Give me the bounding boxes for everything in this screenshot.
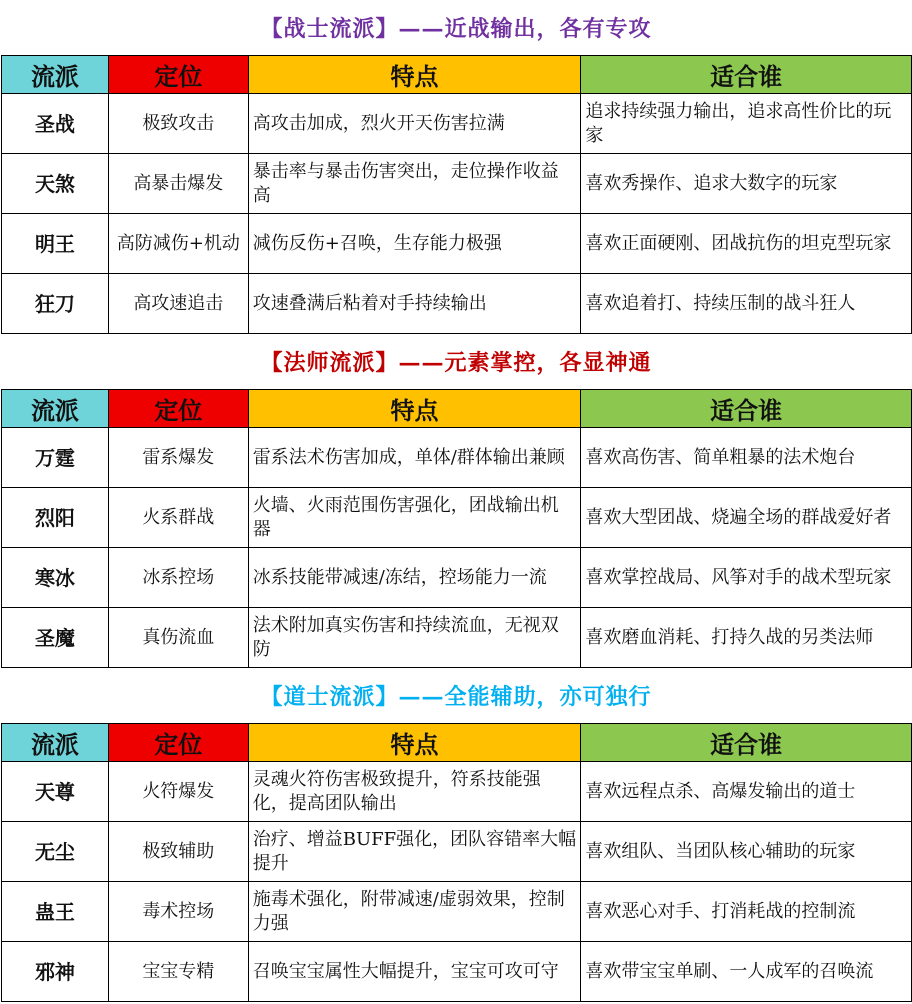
table-row bbox=[2, 942, 912, 1002]
header-school: 流派 bbox=[2, 390, 109, 428]
school-name: 邪神 bbox=[2, 942, 109, 1002]
table-header-row bbox=[2, 56, 912, 94]
header-suitable: 适合谁 bbox=[581, 390, 912, 428]
header-position: 定位 bbox=[108, 390, 248, 428]
taoist-table bbox=[1, 723, 912, 1002]
school-name: 无尘 bbox=[2, 822, 109, 882]
school-position: 高攻速追击 bbox=[108, 274, 248, 334]
school-name: 寒冰 bbox=[2, 548, 109, 608]
school-feature: 法术附加真实伤害和持续流血，无视双防 bbox=[248, 608, 581, 668]
header-position: 定位 bbox=[108, 724, 248, 762]
school-position: 冰系控场 bbox=[108, 548, 248, 608]
school-suitable: 喜欢掌控战局、风筝对手的战术型玩家 bbox=[581, 548, 912, 608]
school-position: 真伤流血 bbox=[108, 608, 248, 668]
school-suitable: 喜欢高伤害、简单粗暴的法术炮台 bbox=[581, 428, 912, 488]
school-suitable: 喜欢追着打、持续压制的战斗狂人 bbox=[581, 274, 912, 334]
school-name: 烈阳 bbox=[2, 488, 109, 548]
table-row bbox=[2, 488, 912, 548]
school-feature: 灵魂火符伤害极致提升，符系技能强化，提高团队输出 bbox=[248, 762, 581, 822]
school-suitable: 喜欢秀操作、追求大数字的玩家 bbox=[581, 154, 912, 214]
school-position: 毒术控场 bbox=[108, 882, 248, 942]
taoist-section-title: 【道士流派】——全能辅助，亦可独行 bbox=[260, 683, 652, 710]
table-row bbox=[2, 822, 912, 882]
header-school: 流派 bbox=[2, 56, 109, 94]
table-row bbox=[2, 94, 912, 154]
table-row bbox=[2, 882, 912, 942]
school-feature: 冰系技能带减速/冻结，控场能力一流 bbox=[248, 548, 581, 608]
school-position: 雷系爆发 bbox=[108, 428, 248, 488]
school-feature: 攻速叠满后粘着对手持续输出 bbox=[248, 274, 581, 334]
school-suitable: 喜欢带宝宝单刷、一人成军的召唤流 bbox=[581, 942, 912, 1002]
school-suitable: 喜欢恶心对手、打消耗战的控制流 bbox=[581, 882, 912, 942]
warrior-table bbox=[1, 55, 912, 334]
school-position: 火符爆发 bbox=[108, 762, 248, 822]
table-row bbox=[2, 762, 912, 822]
school-suitable: 追求持续强力输出，追求高性价比的玩家 bbox=[581, 94, 912, 154]
table-header-row bbox=[2, 390, 912, 428]
school-suitable: 喜欢远程点杀、高爆发输出的道士 bbox=[581, 762, 912, 822]
school-position: 火系群战 bbox=[108, 488, 248, 548]
school-feature: 雷系法术伤害加成，单体/群体输出兼顾 bbox=[248, 428, 581, 488]
school-feature: 暴击率与暴击伤害突出，走位操作收益高 bbox=[248, 154, 581, 214]
school-feature: 减伤反伤+召唤，生存能力极强 bbox=[248, 214, 581, 274]
school-suitable: 喜欢大型团战、烧遍全场的群战爱好者 bbox=[581, 488, 912, 548]
school-feature: 治疗、增益BUFF强化，团队容错率大幅提升 bbox=[248, 822, 581, 882]
school-name: 圣战 bbox=[2, 94, 109, 154]
school-feature: 高攻击加成，烈火开天伤害拉满 bbox=[248, 94, 581, 154]
header-school: 流派 bbox=[2, 724, 109, 762]
table-row bbox=[2, 154, 912, 214]
table-header-row bbox=[2, 724, 912, 762]
table-row bbox=[2, 548, 912, 608]
header-feature: 特点 bbox=[248, 390, 581, 428]
school-position: 极致辅助 bbox=[108, 822, 248, 882]
school-position: 高防减伤+机动 bbox=[108, 214, 248, 274]
header-suitable: 适合谁 bbox=[581, 724, 912, 762]
school-feature: 召唤宝宝属性大幅提升，宝宝可攻可守 bbox=[248, 942, 581, 1002]
school-suitable: 喜欢正面硬刚、团战抗伤的坦克型玩家 bbox=[581, 214, 912, 274]
header-position: 定位 bbox=[108, 56, 248, 94]
mage-table bbox=[1, 389, 912, 668]
school-position: 极致攻击 bbox=[108, 94, 248, 154]
school-suitable: 喜欢组队、当团队核心辅助的玩家 bbox=[581, 822, 912, 882]
table-row bbox=[2, 274, 912, 334]
school-name: 狂刀 bbox=[2, 274, 109, 334]
school-suitable: 喜欢磨血消耗、打持久战的另类法师 bbox=[581, 608, 912, 668]
table-row bbox=[2, 214, 912, 274]
school-feature: 施毒术强化，附带减速/虚弱效果，控制力强 bbox=[248, 882, 581, 942]
header-feature: 特点 bbox=[248, 56, 581, 94]
warrior-section-title: 【战士流派】——近战输出，各有专攻 bbox=[260, 15, 652, 42]
header-suitable: 适合谁 bbox=[581, 56, 912, 94]
mage-section-title: 【法师流派】——元素掌控，各显神通 bbox=[260, 349, 652, 376]
school-position: 宝宝专精 bbox=[108, 942, 248, 1002]
header-feature: 特点 bbox=[248, 724, 581, 762]
school-position: 高暴击爆发 bbox=[108, 154, 248, 214]
school-feature: 火墙、火雨范围伤害强化，团战输出机器 bbox=[248, 488, 581, 548]
school-name: 明王 bbox=[2, 214, 109, 274]
table-row bbox=[2, 608, 912, 668]
table-row bbox=[2, 428, 912, 488]
school-name: 万霆 bbox=[2, 428, 109, 488]
school-name: 天煞 bbox=[2, 154, 109, 214]
school-name: 蛊王 bbox=[2, 882, 109, 942]
school-name: 天尊 bbox=[2, 762, 109, 822]
school-name: 圣魔 bbox=[2, 608, 109, 668]
